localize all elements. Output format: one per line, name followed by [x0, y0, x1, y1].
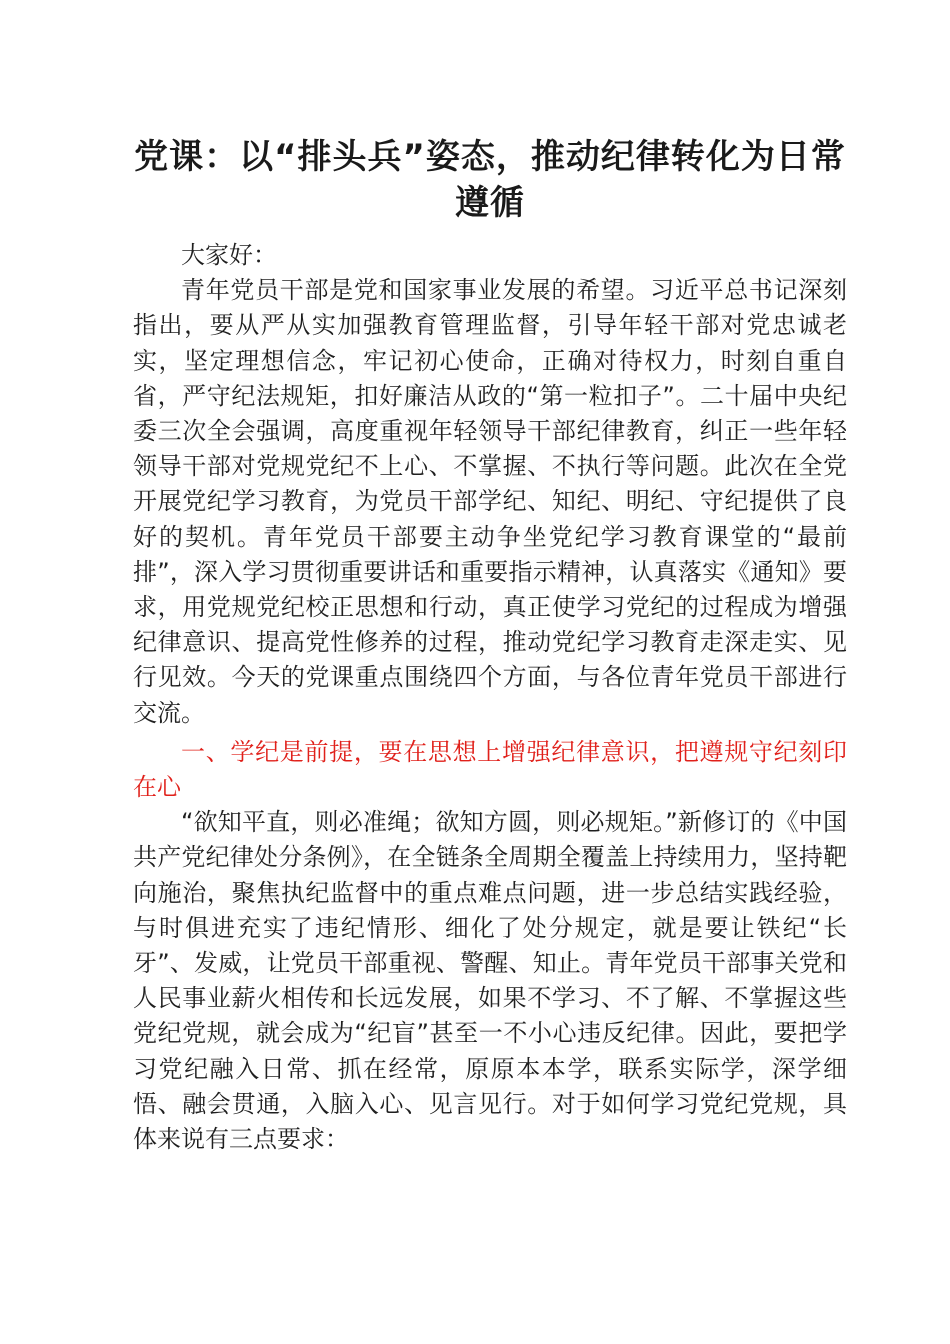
paragraph-section-1: “欲知平直，则必准绳；欲知方圆，则必规矩。”新修订的《中国共产党纪律处分条例》，在全链条全周期全覆盖上持续用力，坚持靶向施治，聚焦执纪监督中的重点难点问题，进一步总结实践经验，与时俱进充实了违纪情形、细化了处分规定，就是要让铁纪“长牙”、发威，让党员干部重视、警醒、知止。青年党员干部事关党和人民事业薪火相传和长远发展，如果不学习、不了解、不掌握这些党纪党规，就会成为“纪盲”甚至一不小心违反纪律。因此，要把学习党纪融入日常、抓在经常，原原本本学，联系实际学，深学细悟、融会贯通，入脑入心、见言见行。对于如何学习党纪党规，具体来说有三点要求：: [133, 808, 847, 1154]
document-body: [133, 134, 847, 1157]
greeting: 大家好：: [181, 241, 277, 269]
paragraph-intro: 青年党员干部是党和国家事业发展的希望。习近平总书记深刻指出，要从严从实加强教育管理监督，引导年轻干部对党忠诚老实，坚定理想信念，牢记初心使命，正确对待权力，时刻自重自省，严守纪法规矩，扣好廉洁从政的“第一粒扣子”。二十届中央纪委三次全会强调，高度重视年轻领导干部纪律教育，纠正一些年轻领导干部对党规党纪不上心、不掌握、不执行等问题。此次在全党开展党纪学习教育，为党员干部学纪、知纪、明纪、守纪提供了良好的契机。青年党员干部要主动争坐党纪学习教育课堂的“最前排”，深入学习贯彻重要讲话和重要指示精神，认真落实《通知》要求，用党规党纪校正思想和行动，真正使学习党纪的过程成为增强纪律意识、提高党性修养的过程，推动党纪学习教育走深走实、见行见效。今天的党课重点围绕四个方面，与各位青年党员干部进行交流。: [133, 276, 847, 727]
document-title: 党课：以“排头兵”姿态，推动纪律转化为日常遵循: [134, 137, 846, 223]
section-heading-1: 一、学纪是前提，要在思想上增强纪律意识，把遵规守纪刻印在心: [133, 737, 847, 802]
